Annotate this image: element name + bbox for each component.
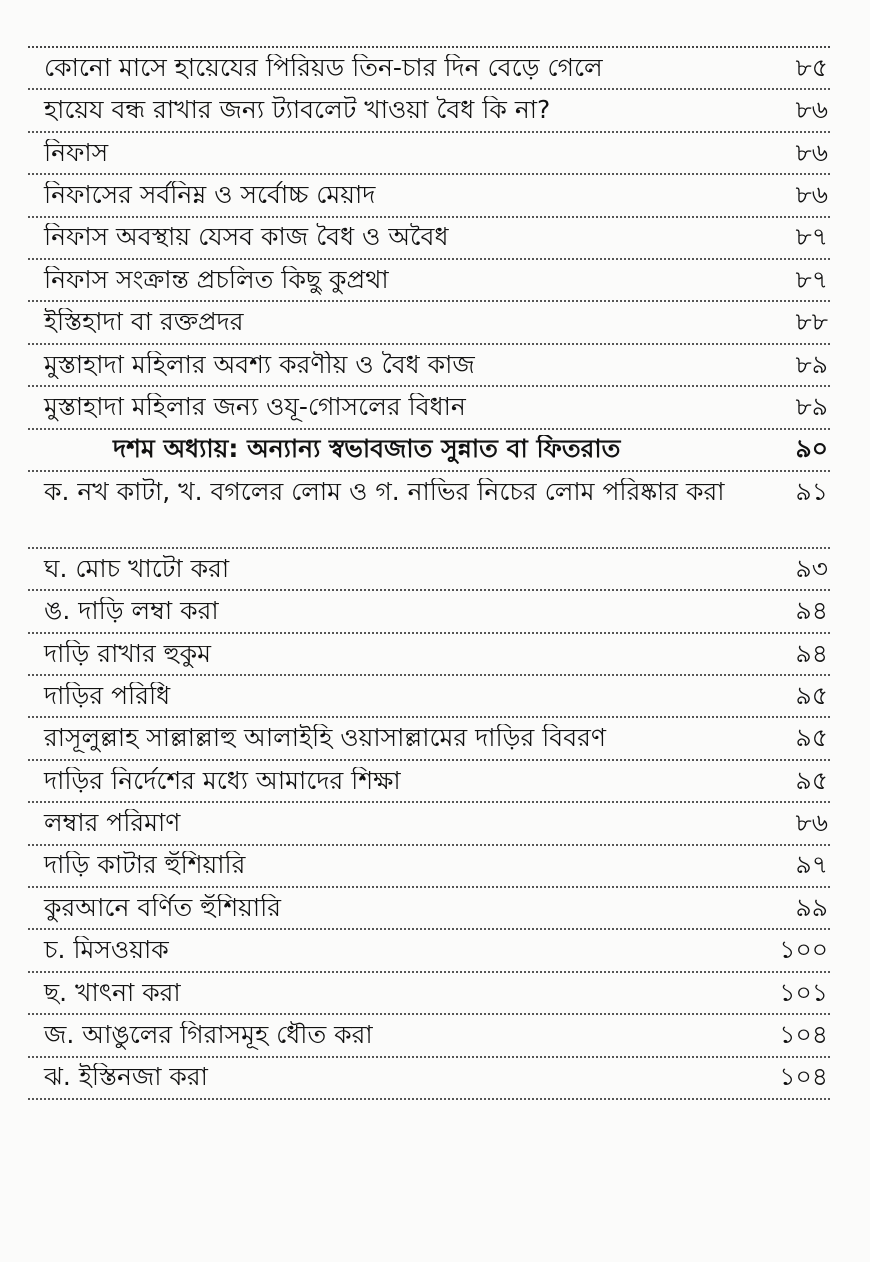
toc-entry-page: ৮৯ [795,349,828,379]
toc-row [28,302,830,344]
toc-row [28,218,830,260]
toc-entry-title: ঝ. ইস্তিনজা করা [44,1063,208,1092]
toc-entry-title: মুস্তাহাদা মহিলার অবশ্য করণীয় ও বৈধ কাজ [44,350,475,379]
toc-row [28,803,830,845]
toc-entry-title: দাড়ির নির্দেশের মধ্যে আমাদের শিক্ষা [44,766,401,795]
toc-entry-title: ক. নখ কাটা, খ. বগলের লোম ও গ. নাভির নিচের লোম পরিষ্কার করা [44,477,725,506]
toc-row [28,175,830,217]
toc-entry-title: রাসূলুল্লাহ সাল্লাল্লাহু আলাইহি ওয়াসাল্লামের দাড়ির বিবরণ [44,724,607,753]
toc-entry-title: কোনো মাসে হায়েযের পিরিয়ড তিন-চার দিন বেড়ে গেলে [44,53,603,82]
toc-row [28,133,830,175]
toc-row [28,718,830,760]
toc-entry-page: ৯৯ [795,892,828,922]
toc-entry-page: ৯০ [795,434,828,464]
toc-row [28,846,830,888]
chapter-heading-title: দশম অধ্যায়: অন্যান্য স্বভাবজাত সুন্নাত বা ফিতরাত [113,435,621,464]
toc-entry-title: দাড়ি কাটার হুঁশিয়ারি [44,851,246,880]
toc-row [28,90,830,132]
toc-entry-page: ১০১ [779,977,828,1007]
toc-row [28,973,830,1015]
toc-entry-title: নিফাস [44,138,109,167]
toc-entry-page: ৮৯ [795,391,828,421]
table-of-contents [28,46,830,1100]
toc-row [28,761,830,803]
toc-entry-page: ৮৭ [795,264,828,294]
toc-entry-page: ৯৩ [795,553,828,583]
toc-row [28,1015,830,1057]
toc-row [28,930,830,972]
toc-entry-page: ৮৬ [795,95,828,125]
toc-entry-title: লম্বার পরিমাণ [44,809,181,838]
toc-entry-page: ১০৪ [779,1062,828,1092]
toc-entry-page: ৮৫ [795,52,828,82]
toc-row [28,345,830,387]
toc-entry-page: ৮৬ [795,808,828,838]
toc-entry-title: কুরআনে বর্ণিত হুঁশিয়ারি [44,893,281,922]
toc-entry-title: ছ. খাৎনা করা [44,978,181,1007]
toc-entry-page: ৯৫ [795,765,828,795]
toc-row [28,260,830,302]
toc-entry-page: ৯৭ [795,850,828,880]
toc-entry-title: নিফাস অবস্থায় যেসব কাজ বৈধ ও অবৈধ [44,223,449,252]
chapter-heading-row [28,430,830,472]
toc-entry-title: হায়েয বন্ধ রাখার জন্য ট্যাবলেট খাওয়া বৈধ কি না? [44,96,551,125]
toc-entry-title: নিফাসের সর্বনিম্ন ও সর্বোচ্চ মেয়াদ [44,180,376,209]
toc-row [28,676,830,718]
toc-entry-page: ৯৪ [795,596,828,626]
toc-row [28,1058,830,1100]
toc-entry-title: ঙ. দাড়ি লম্বা করা [44,597,219,626]
toc-entry-title: দাড়ি রাখার হুকুম [44,639,212,668]
toc-entry-title: ইস্তিহাদা বা রক্তপ্রদর [44,308,244,337]
toc-entry-title: মুস্তাহাদা মহিলার জন্য ওযূ-গোসলের বিধান [44,392,466,421]
toc-entry-title: ঘ. মোচ খাটো করা [44,554,230,583]
toc-row [28,634,830,676]
toc-entry-title: দাড়ির পরিধি [44,681,171,710]
toc-entry-page: ৯৫ [795,723,828,753]
toc-row [28,387,830,429]
toc-entry-page: ৮৮ [795,307,828,337]
toc-entry-page: ১০৪ [779,1020,828,1050]
toc-row [28,472,830,549]
toc-entry-title: চ. মিসওয়াক [44,936,169,965]
toc-row [28,549,830,591]
toc-entry-title: নিফাস সংক্রান্ত প্রচলিত কিছু কুপ্রথা [44,265,389,294]
toc-entry-page: ৯১ [795,476,828,506]
toc-row [28,888,830,930]
toc-row [28,591,830,633]
toc-entry-page: ৮৬ [795,179,828,209]
toc-entry-page: ১০০ [779,935,828,965]
toc-entry-page: ৮৭ [795,222,828,252]
toc-entry-page: ৮৬ [795,137,828,167]
toc-row [28,48,830,90]
toc-entry-page: ৯৪ [795,638,828,668]
toc-entry-page: ৯৫ [795,680,828,710]
toc-entry-title: জ. আঙুলের গিরাসমূহ ধৌত করা [44,1021,373,1050]
